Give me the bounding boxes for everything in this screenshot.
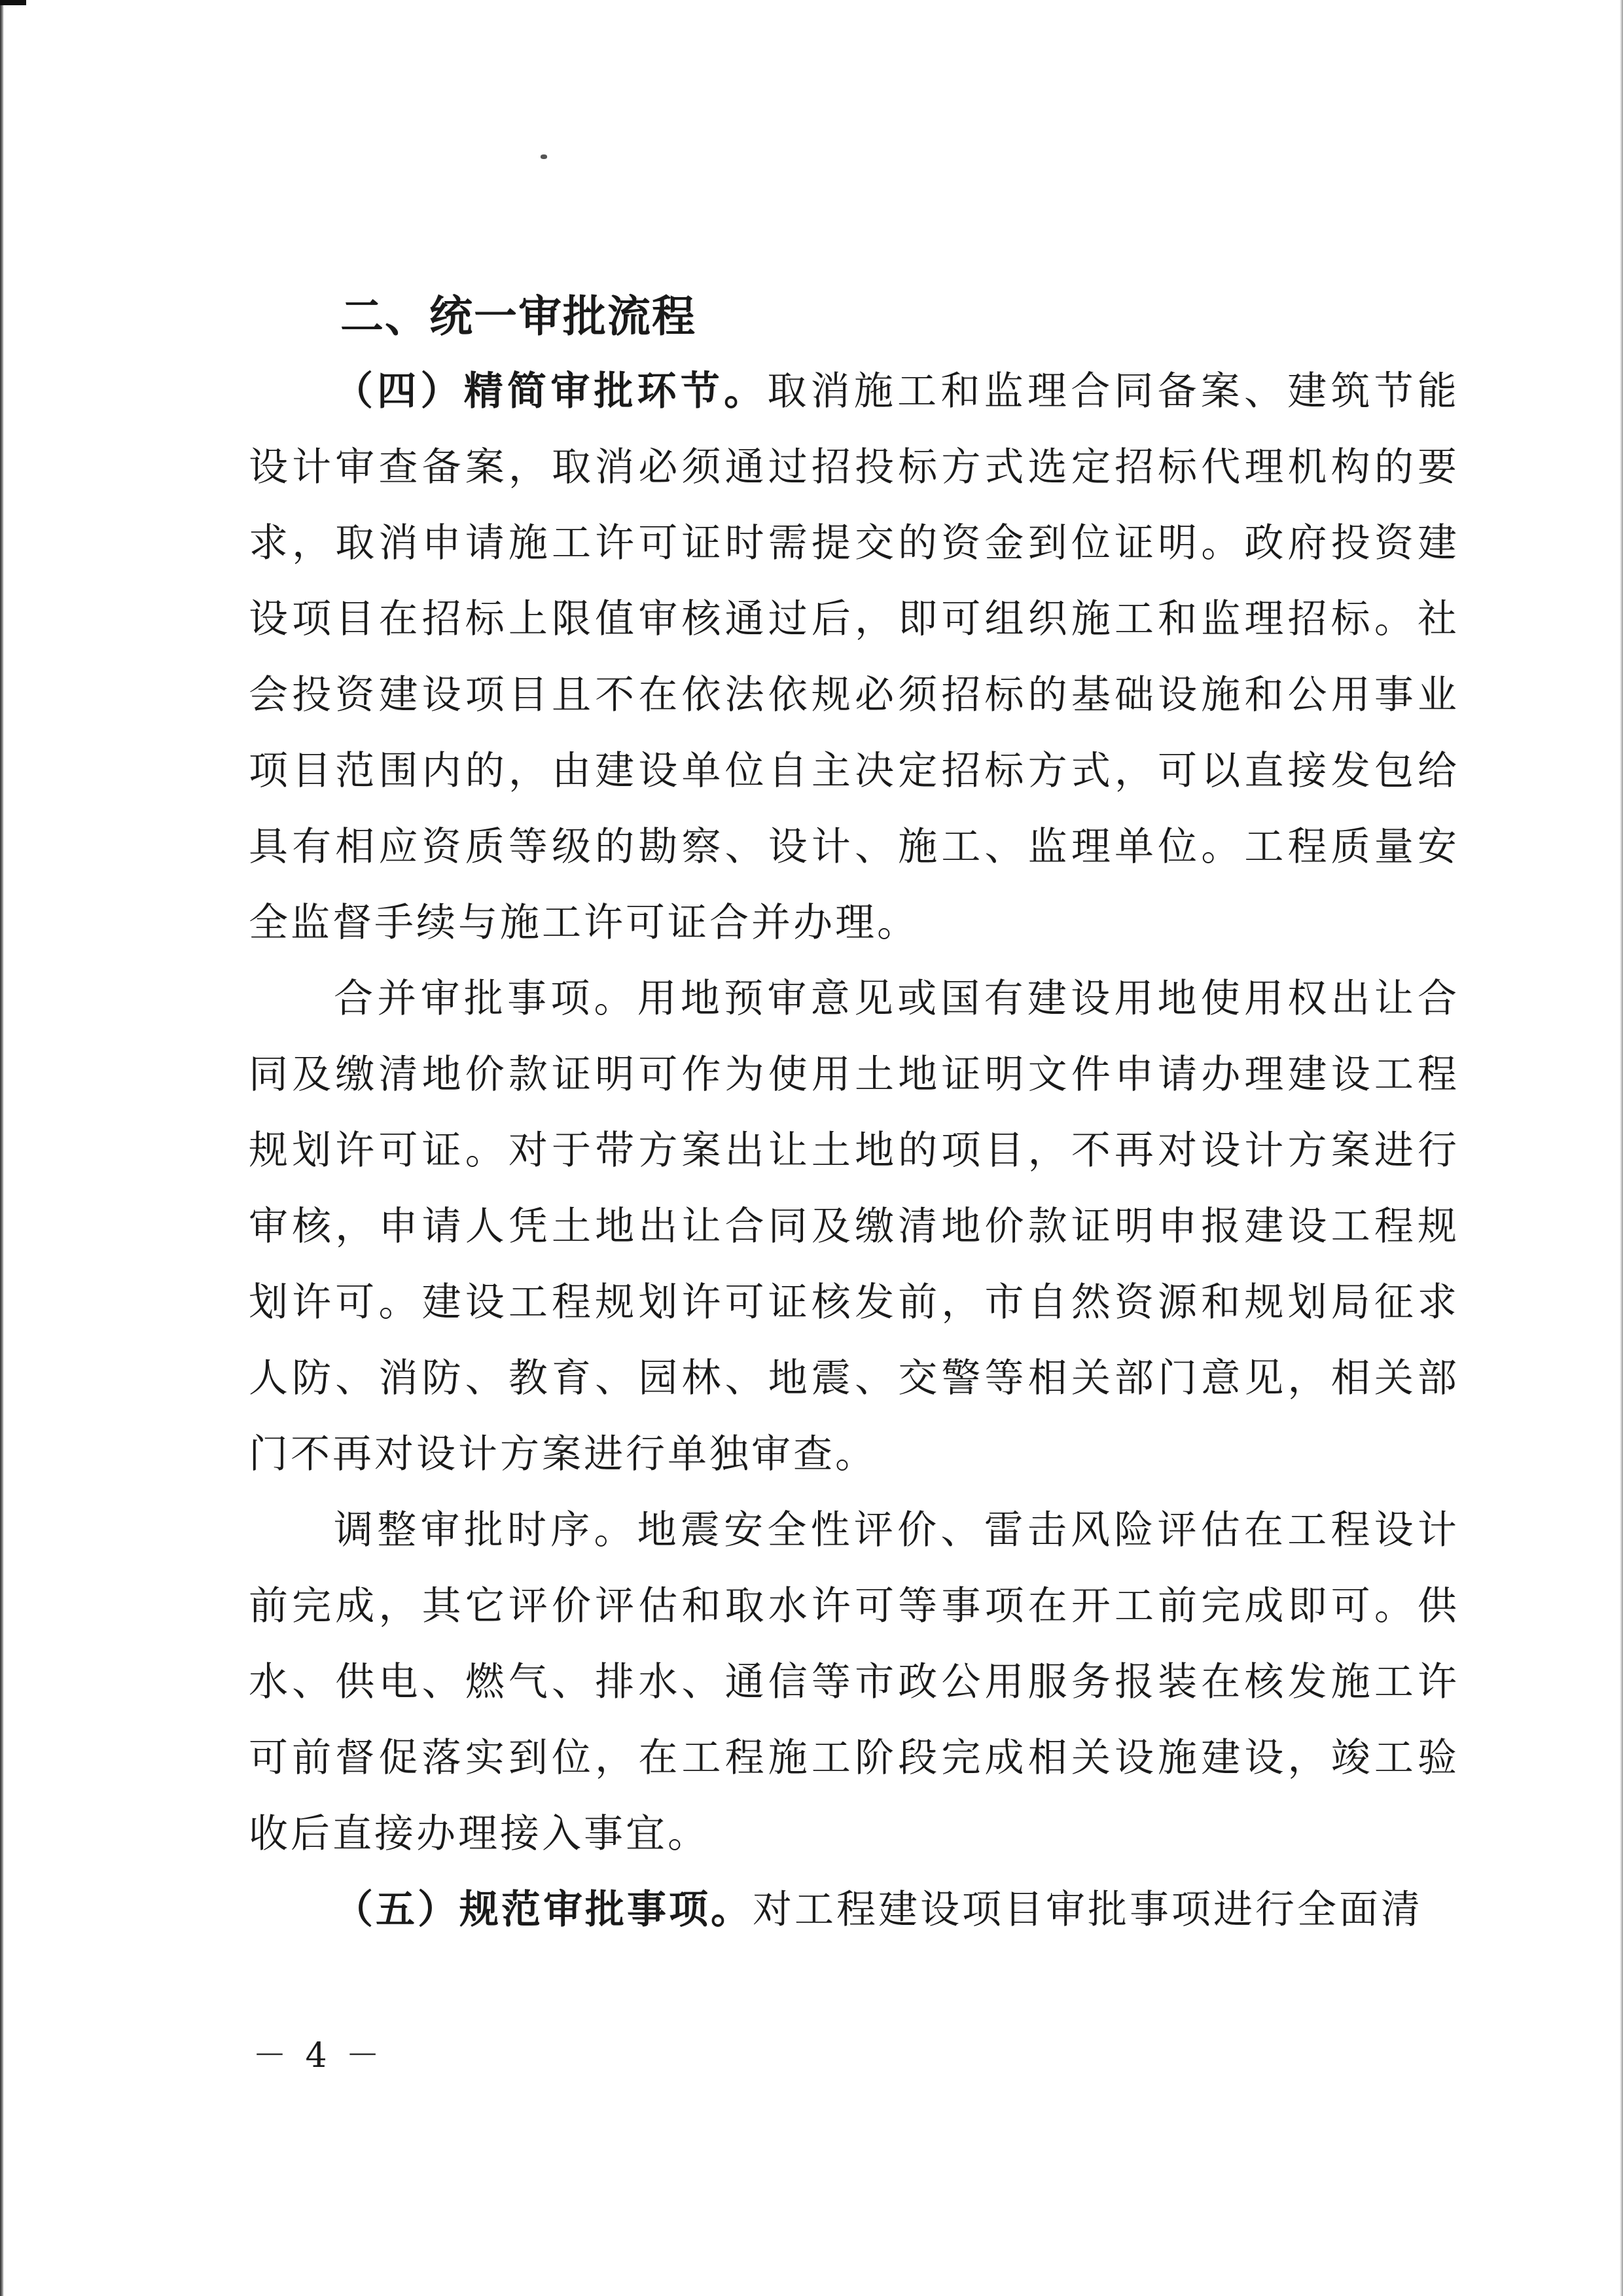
scan-speck (541, 154, 547, 159)
paragraph-standardize-items (249, 1872, 1459, 1948)
paragraph-lead: （五）规范审批事项。 (334, 1887, 753, 1933)
document-body (249, 280, 1459, 1948)
page-number: － 4 － (253, 2036, 384, 2075)
paragraph-adjust-sequence (249, 1492, 1459, 1872)
paragraph-merge-approval (249, 961, 1459, 1492)
paragraph-text: 合并审批事项。用地预审意见或国有建设用地使用权出让合同及缴清地价款证明可作为使用土地证明文件申请办理建设工程规划许可证。对于带方案出让土地的项目，不再对设计方案进行审核，申请人凭土地出让合同及缴清地价款证明申报建设工程规划许可。建设工程规划许可证核发前，市自然资源和规划局征求人防、消防、教育、园林、地震、交警等相关部门意见，相关部门不再对设计方案进行单独审查。 (249, 976, 1459, 1477)
paragraph-lead: （四）精简审批环节。 (334, 368, 768, 414)
paragraph-text: 取消施工和监理合同备案、建筑节能设计审查备案，取消必须通过招投标方式选定招标代理机构的要求，取消申请施工许可证时需提交的资金到位证明。政府投资建设项目在招标上限值审核通过后，即可组织施工和监理招标。社会投资建设项目且不在依法依规必须招标的基础设施和公用事业项目范围内的，由建设单位自主决定招标方式，可以直接发包给具有相应资质等级的勘察、设计、施工、监理单位。工程质量安全监督手续与施工许可证合并办理。 (249, 368, 1460, 946)
paragraph-text: 调整审批时序。地震安全性评价、雷击风险评估在工程设计前完成，其它评价评估和取水许可等事项在开工前完成即可。供水、供电、燃气、排水、通信等市政公用服务报装在核发施工许可前督促落实到位，在工程施工阶段完成相关设施建设，竣工验收后直接办理接入事宜。 (249, 1507, 1459, 1857)
paragraph-streamline-approval (249, 353, 1459, 961)
paragraph-text: 对工程建设项目审批事项进行全面清 (753, 1887, 1423, 1933)
scan-border-right (1620, 0, 1623, 2296)
scan-border-left (0, 0, 4, 2296)
section-heading: 二、统一审批流程 (340, 291, 696, 342)
scan-mark-top-left (0, 0, 26, 5)
